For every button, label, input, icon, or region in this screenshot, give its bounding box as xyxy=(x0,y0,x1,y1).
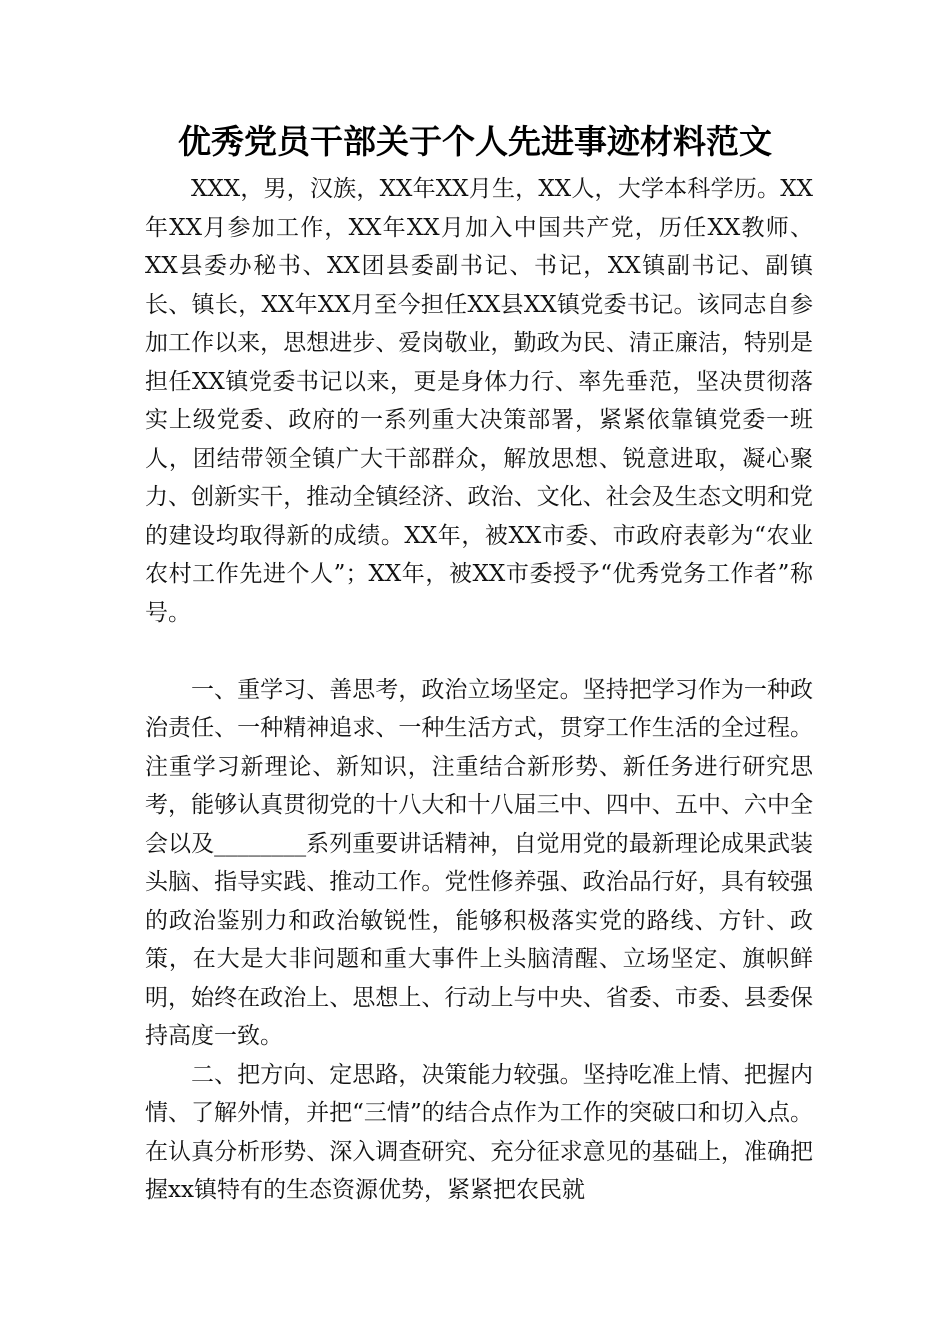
section-one-paragraph: 一、重学习、善思考，政治立场坚定。坚持把学习作为一种政治责任、一种精神追求、一种生活方式，贯穿工作生活的全过程。注重学习新理论、新知识，注重结合新形势、新任务进行研究思考，能够认真贯彻党的十八大和十八届三中、四中、五中、六中全会以及________系列重要讲话精神，自觉用党的最新理论成果武装头脑、指导实践、推动工作。党性修养强、政治品行好，具有较强的政治鉴别力和政治敏锐性，能够积极落实党的路线、方针、政策，在大是大非问题和重大事件上头脑清醒、立场坚定、旗帜鲜明，始终在政治上、思想上、行动上与中央、省委、市委、县委保持高度一致。 xyxy=(145,676,813,1049)
document-title: 优秀党员干部关于个人先进事迹材料范文 xyxy=(178,122,772,161)
intro-paragraph: XXX，男，汉族，XX年XX月生，XX人，大学本科学历。XX年XX月参加工作，XX年XX月加入中国共产党，历任XX教师、XX县委办秘书、XX团县委副书记、书记，XX镇副书记、副镇长、镇长，XX年XX月至今担任XX县XX镇党委书记。该同志自参加工作以来，思想进步、爱岗敬业，勤政为民、清正廉洁，特别是担任XX镇党委书记以来，更是身体力行、率先垂范，坚决贯彻落实上级党委、政府的一系列重大决策部署，紧紧依靠镇党委一班人，团结带领全镇广大干部群众，解放思想、锐意进取，凝心聚力、创新实干，推动全镇经济、政治、文化、社会及生态文明和党的建设均取得新的成绩。XX年，被XX市委、市政府表彰为“农业农村工作先进个人”；XX年，被XX市委授予“优秀党务工作者”称号。 xyxy=(145,176,813,626)
paragraph-spacer xyxy=(145,632,813,671)
document-body xyxy=(145,170,813,1210)
section-two-paragraph: 二、把方向、定思路，决策能力较强。坚持吃准上情、把握内情、了解外情，并把“三情”的结合点作为工作的突破口和切入点。在认真分析形势、深入调查研究、充分征求意见的基础上，准确把握xx镇特有的生态资源优势，紧紧把农民就 xyxy=(145,1061,813,1203)
